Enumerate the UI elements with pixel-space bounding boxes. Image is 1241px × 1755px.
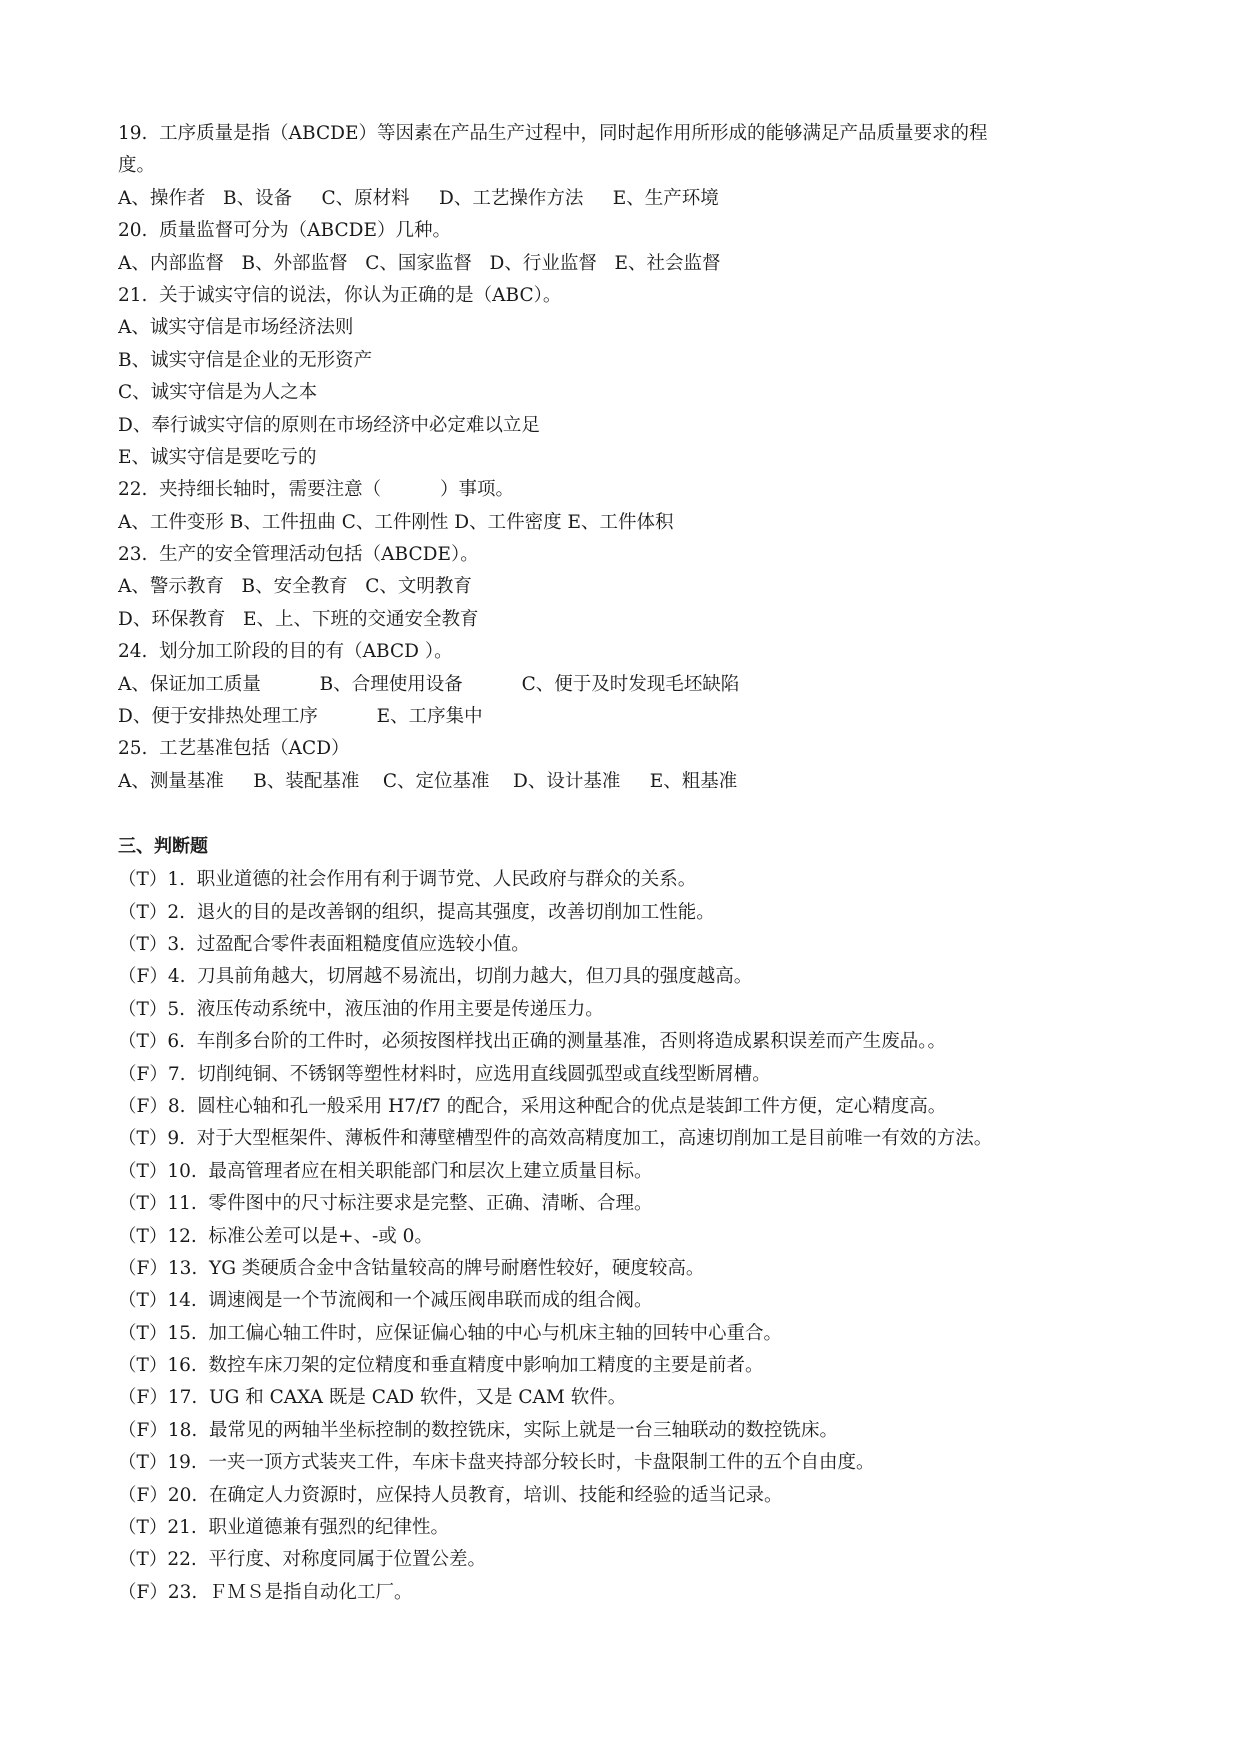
question-20: 20. 质量监督可分为（ABCDE）几种。 xyxy=(118,220,451,242)
question-20-options: A、内部监督 B、外部监督 C、国家监督 D、行业监督 E、社会监督 xyxy=(118,252,721,274)
judgment-item-13: （F）13. YG 类硬质合金中含钴量较高的牌号耐磨性较好，硬度较高。 xyxy=(118,1257,705,1279)
judgment-item-21: （T）21. 职业道德兼有强烈的纪律性。 xyxy=(118,1517,450,1539)
judgment-item-19: （T）19. 一夹一顶方式装夹工件，车床卡盘夹持部分较长时，卡盘限制工件的五个自由度。 xyxy=(118,1452,875,1474)
question-24: 24. 划分加工阶段的目的有（ABCD ）。 xyxy=(118,641,453,663)
question-23: 23. 生产的安全管理活动包括（ABCDE）。 xyxy=(118,544,479,566)
judgment-item-5: （T）5. 液压传动系统中，液压油的作用主要是传递压力。 xyxy=(118,998,604,1020)
judgment-item-18: （F）18. 最常见的两轴半坐标控制的数控铣床，实际上就是一台三轴联动的数控铣床。 xyxy=(118,1419,839,1441)
judgment-item-23: （F）23. ＦＭＳ是指自动化工厂。 xyxy=(118,1581,413,1603)
judgment-item-7: （F）7. 切削纯铜、不锈钢等塑性材料时，应选用直线圆弧型或直线型断屑槽。 xyxy=(118,1063,771,1085)
question-22-options: A、工件变形 B、工件扭曲 C、工件刚性 D、工件密度 E、工件体积 xyxy=(118,511,674,533)
judgment-item-10: （T）10. 最高管理者应在相关职能部门和层次上建立质量目标。 xyxy=(118,1160,653,1182)
question-24-options-2: D、便于安排热处理工序 E、工序集中 xyxy=(118,706,483,728)
question-19-options: A、操作者 B、设备 C、原材料 D、工艺操作方法 E、生产环境 xyxy=(118,187,719,209)
document-body xyxy=(118,118,1128,1609)
judgment-item-6: （T）6. 车削多台阶的工件时，必须按图样找出正确的测量基准，否则将造成累积误差而产生废品。。 xyxy=(118,1031,947,1053)
question-21-option-b: B、诚实守信是企业的无形资产 xyxy=(118,349,373,371)
judgment-item-4: （F）4. 刀具前角越大，切屑越不易流出，切削力越大，但刀具的强度越高。 xyxy=(118,966,753,988)
question-23-options-1: A、警示教育 B、安全教育 C、文明教育 xyxy=(118,576,472,598)
question-25: 25. 工艺基准包括（ACD） xyxy=(118,738,350,760)
judgment-item-20: （F）20. 在确定人力资源时，应保持人员教育，培训、技能和经验的适当记录。 xyxy=(118,1484,783,1506)
judgment-item-12: （T）12. 标准公差可以是+、-或 0。 xyxy=(118,1225,433,1247)
question-24-options-1: A、保证加工质量 B、合理使用设备 C、便于及时发现毛坯缺陷 xyxy=(118,673,740,695)
judgment-item-15: （T）15. 加工偏心轴工件时，应保证偏心轴的中心与机床主轴的回转中心重合。 xyxy=(118,1322,783,1344)
judgment-item-11: （T）11. 零件图中的尺寸标注要求是完整、正确、清晰、合理。 xyxy=(118,1193,653,1215)
judgment-item-17: （F）17. UG 和 CAXA 既是 CAD 软件，又是 CAM 软件。 xyxy=(118,1387,627,1409)
judgment-item-14: （T）14. 调速阀是一个节流阀和一个减压阀串联而成的组合阀。 xyxy=(118,1290,653,1312)
judgment-item-16: （T）16. 数控车床刀架的定位精度和垂直精度中影响加工精度的主要是前者。 xyxy=(118,1355,764,1377)
question-21: 21. 关于诚实守信的说法，你认为正确的是（ABC）。 xyxy=(118,284,562,306)
question-19-line-2: 度。 xyxy=(118,155,156,177)
question-19-line-1: 19. 工序质量是指（ABCDE）等因素在产品生产过程中，同时起作用所形成的能够满足产品质量要求的程 xyxy=(118,123,988,144)
question-21-option-d: D、奉行诚实守信的原则在市场经济中必定难以立足 xyxy=(118,414,540,436)
judgment-item-3: （T）3. 过盈配合零件表面粗糙度值应选较小值。 xyxy=(118,933,530,955)
question-23-options-2: D、环保教育 E、上、下班的交通安全教育 xyxy=(118,608,479,630)
question-21-option-e: E、诚实守信是要吃亏的 xyxy=(118,446,317,468)
true-false-section xyxy=(118,830,1128,1609)
judgment-item-22: （T）22. 平行度、对称度同属于位置公差。 xyxy=(118,1549,487,1571)
section-heading: 三、判断题 xyxy=(118,836,208,858)
judgment-item-2: （T）2. 退火的目的是改善钢的组织，提高其强度，改善切削加工性能。 xyxy=(118,901,715,923)
question-25-options: A、测量基准 B、装配基准 C、定位基准 D、设计基准 E、粗基准 xyxy=(118,770,738,792)
judgment-item-8: （F）8. 圆柱心轴和孔一般采用 H7/f7 的配合，采用这种配合的优点是装卸工件方便，定心精度高。 xyxy=(118,1095,947,1117)
judgment-item-9: （T）9. 对于大型框架件、薄板件和薄壁槽型件的高效高精度加工，高速切削加工是目前唯一有效的方法。 xyxy=(118,1128,993,1150)
question-21-option-c: C、诚实守信是为人之本 xyxy=(118,382,318,404)
question-21-option-a: A、诚实守信是市场经济法则 xyxy=(118,317,354,339)
question-22: 22. 夹持细长轴时，需要注意（ ）事项。 xyxy=(118,479,514,501)
multiple-choice-section xyxy=(118,118,1128,798)
section-spacer xyxy=(118,798,1128,830)
judgment-item-1: （T）1. 职业道德的社会作用有利于调节党、人民政府与群众的关系。 xyxy=(118,869,697,891)
